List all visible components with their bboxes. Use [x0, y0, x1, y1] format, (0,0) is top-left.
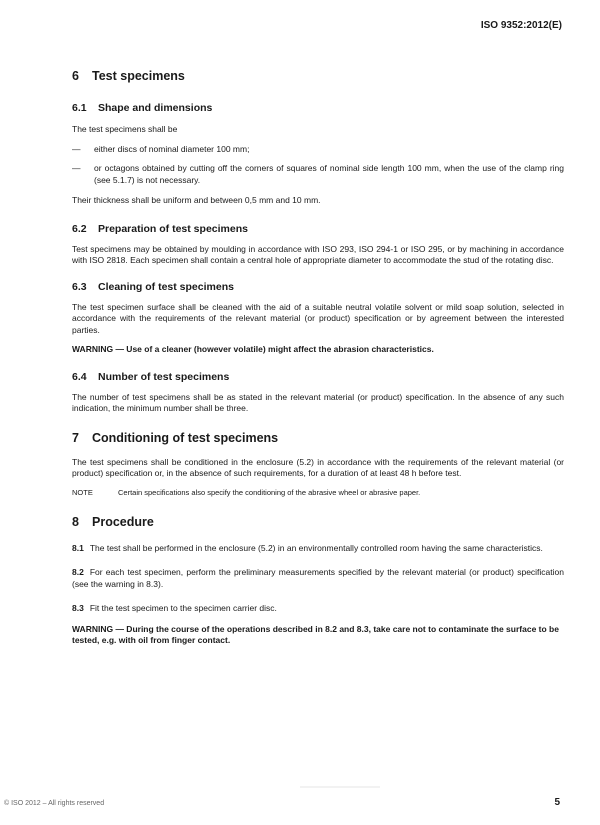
paragraph: The test specimens shall be conditioned in the enclosure (5.2) in accordance with the requirements of the relevant material (or product) specification or, in the absence of such requirements, for a duration of at least 48 h before test. — [72, 456, 564, 478]
section-6-1-heading — [72, 101, 564, 115]
section-number: 6 — [72, 69, 79, 83]
section-number: 8 — [72, 514, 79, 529]
document-id-header: ISO 9352:2012(E) — [480, 20, 562, 31]
clause-8-1 — [72, 543, 564, 555]
section-title: Number of test specimens — [98, 370, 230, 383]
section-number: 6.4 — [72, 370, 87, 383]
section-8-heading — [72, 514, 564, 530]
copyright-footer: © ISO 2012 – All rights reserved — [4, 800, 105, 807]
page-number: 5 — [554, 797, 560, 808]
section-6-4-heading — [72, 370, 564, 384]
clause-text: Fit the test specimen to the specimen carrier disc. — [89, 603, 277, 613]
section-title: Cleaning of test specimens — [98, 280, 234, 293]
section-6-3-heading — [72, 280, 564, 294]
list-dash: — — [72, 163, 81, 173]
clause-number: 8.1 — [72, 542, 84, 553]
paragraph: The test specimen surface shall be cleaned with the aid of a suitable neutral volatile solvent or mild soap solution, selected in accordance with the requirements of the relevant material (or product) specification or by agreement between the interested parties. — [72, 301, 564, 335]
list-item — [72, 163, 564, 186]
paragraph: The test specimens shall be — [72, 124, 178, 134]
section-number: 6.2 — [72, 222, 87, 235]
faint-watermark — [300, 786, 380, 788]
note — [72, 488, 564, 498]
warning-text: WARNING — Use of a cleaner (however volatile) might affect the abrasion characteristics. — [72, 344, 434, 354]
list-item — [72, 144, 564, 156]
section-number: 7 — [72, 430, 79, 445]
section-title: Test specimens — [92, 69, 185, 83]
paragraph: The number of test specimens shall be as stated in the relevant material (or product) specification. In the absence of any such indication, the minimum number shall be three. — [72, 391, 564, 413]
list-dash: — — [72, 143, 81, 154]
page-content — [72, 68, 564, 647]
note-text: Certain specifications also specify the conditioning of the abrasive wheel or abrasive paper. — [118, 487, 421, 497]
section-6-heading — [72, 68, 564, 84]
paragraph: Test specimens may be obtained by moulding in accordance with ISO 293, ISO 294-1 or ISO 295, or by machining in accordance with ISO 2818. Each specimen shall contain a central hole of appropriate diameter to accommodate the stud of the rotating disc. — [72, 243, 564, 265]
warning-text: WARNING — During the course of the operations described in 8.2 and 8.3, take care not to contaminate the surface to be tested, e.g. with oil from finger contact. — [72, 623, 559, 645]
note-label: NOTE — [72, 487, 93, 497]
section-6-2-heading — [72, 222, 564, 236]
clause-text: The test shall be performed in the enclosure (5.2) in an environmentally controlled room having the same characteristics. — [89, 542, 543, 553]
section-number: 6.1 — [72, 102, 87, 114]
section-title: Conditioning of test specimens — [92, 430, 279, 445]
section-7-heading — [72, 430, 564, 446]
section-title: Preparation of test specimens — [98, 222, 248, 235]
section-title: Procedure — [92, 514, 154, 529]
clause-8-3 — [72, 603, 564, 615]
clause-text: For each test specimen, perform the preliminary measurements specified by the relevant material (or product) specification (see the warning in 8.3). — [72, 567, 564, 589]
paragraph: Their thickness shall be uniform and between 0,5 mm and 10 mm. — [72, 195, 321, 205]
list-item-text: or octagons obtained by cutting off the corners of squares of nominal side length 100 mm, when the use of the clamp ring (see 5.1.7) is not necessary. — [94, 163, 564, 185]
clause-8-2 — [72, 567, 564, 590]
section-number: 6.3 — [72, 280, 87, 293]
clause-number: 8.3 — [72, 603, 84, 613]
list-item-text: either discs of nominal diameter 100 mm; — [94, 143, 250, 154]
clause-number: 8.2 — [72, 567, 84, 577]
section-title: Shape and dimensions — [98, 102, 213, 114]
